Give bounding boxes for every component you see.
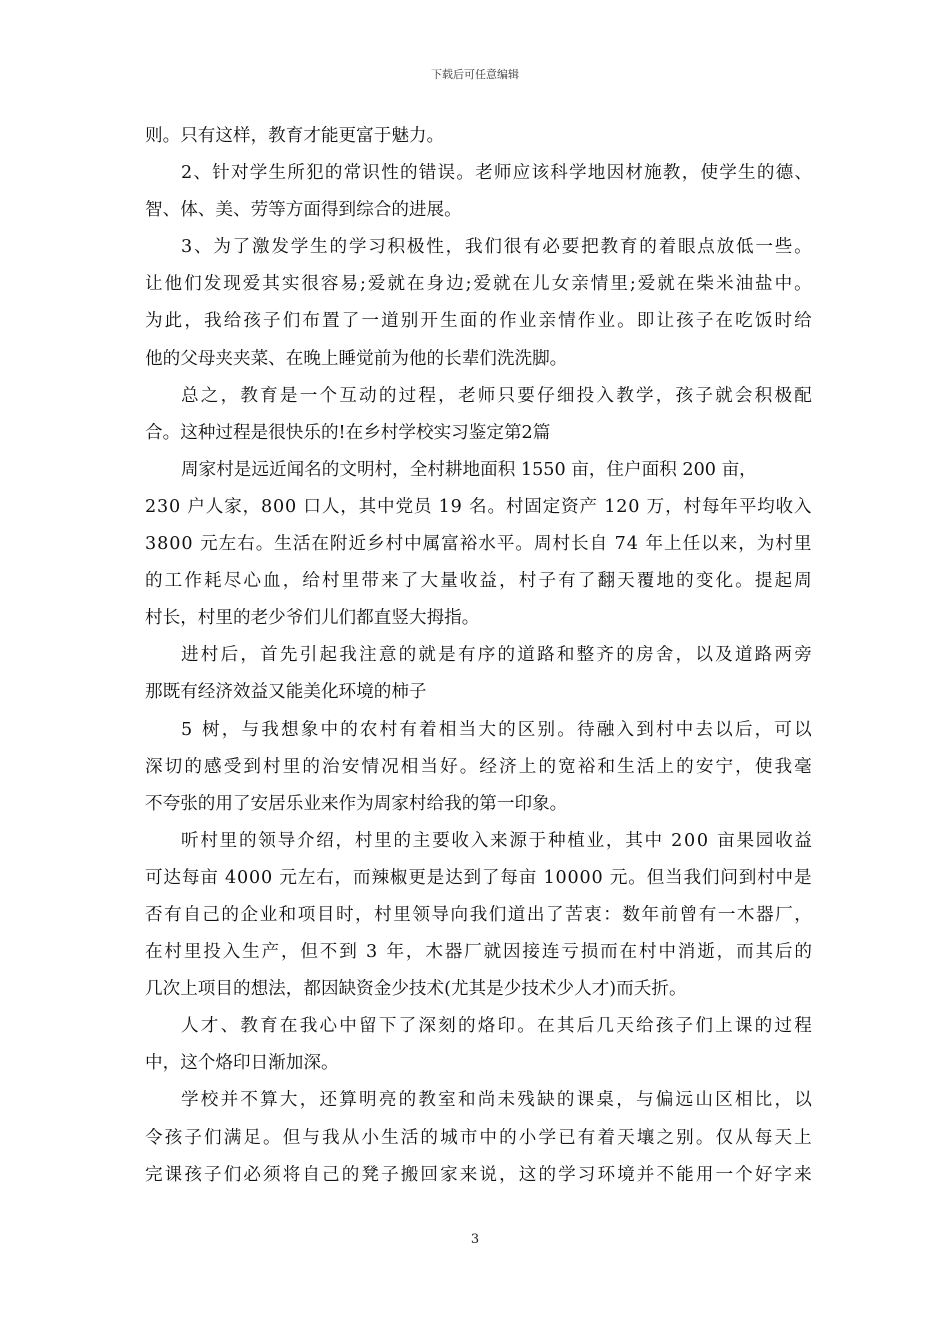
text-line: 人 才 、 教 育 在 我 心 中 留 下 了 深 刻 的 烙 印 。 在 其 后 几 天 给 孩 子 们 上 课 的 过 程 <box>181 1016 812 1037</box>
text-line: 令 孩 子 们 满 足 。 但 与 我 从 小 生 活 的 城 市 中 的 小 学 已 有 着 天 壤 之 别 。 仅 从 每 天 上 <box>145 1127 812 1148</box>
text-line: 5 树 ， 与 我 想 象 中 的 农 村 有 着 相 当 大 的 区 别 。 待 融 入 到 村 中 去 以 后 ， 可 以 <box>181 719 812 740</box>
text-line: 深 切 的 感 受 到 村 里 的 治 安 情 况 相 当 好 。 经 济 上 的 宽 裕 和 生 活 上 的 安 宁 ， 使 我 毫 <box>145 756 812 777</box>
text-line: 学 校 并 不 算 大 ， 还 算 明 亮 的 教 室 和 尚 未 残 缺 的 课 桌 ， 与 偏 远 山 区 相 比 ， 以 <box>181 1090 812 1111</box>
page-number: 3 <box>470 1232 480 1247</box>
text-line: 几次上项目的想法，都因缺资金少技术(尤其是少技术少人才)而夭折。 <box>145 979 687 1000</box>
text-line: 他的父母夹夹菜、在晚上睡觉前为他的长辈们洗洗脚。 <box>145 348 568 369</box>
text-line: 听 村 里 的 领 导 介 绍 ， 村 里 的 主 要 收 入 来 源 于 种 植 业 ， 其 中 2 0 0 亩 果 园 收 益 <box>181 830 812 851</box>
text-line: 总 之 ， 教 育 是 一 个 互 动 的 过 程 ， 老 师 只 要 仔 细 投 入 教 学 ， 孩 子 就 会 积 极 配 <box>181 385 812 406</box>
text-line: 村长，村里的老少爷们儿们都直竖大拇指。 <box>145 608 480 629</box>
body-text <box>145 118 812 1194</box>
text-line: 为 此 ， 我 给 孩 子 们 布 置 了 一 道 别 开 生 面 的 作 业 亲 情 作 业 。 即 让 孩 子 在 吃 饭 时 给 <box>145 311 812 332</box>
text-line: 智、体、美、劳等方面得到综合的进展。 <box>145 200 462 221</box>
text-line: 则。只有这样，教育才能更富于魅力。 <box>145 126 445 146</box>
text-line: 3 、 为 了 激 发 学 生 的 学 习 积 极 性 ， 我 们 很 有 必 要 把 教 育 的 着 眼 点 放 低 一 些 。 <box>181 237 812 258</box>
text-line: 合。这种过程是很快乐的!在乡村学校实习鉴定第2篇 <box>145 422 551 443</box>
text-line: 不夸张的用了安居乐业来作为周家村给我的第一印象。 <box>145 793 568 814</box>
text-line: 2 3 0 户 人 家 ， 8 0 0 口 人 ， 其 中 党 员 1 9 名 。 村 固 定 资 产 1 2 0 万 ， 村 每 年 平 均 收 入 <box>145 496 812 517</box>
text-line: 可 达 每 亩 4 0 0 0 元 左 右 ， 而 辣 椒 更 是 达 到 了 每 亩 1 0 0 0 0 元 。 但 当 我 们 问 到 村 中 是 <box>145 867 812 888</box>
text-line: 在 村 里 投 入 生 产 ， 但 不 到 3 年 ， 木 器 厂 就 因 接 连 亏 损 而 在 村 中 消 逝 ， 而 其 后 的 <box>145 942 812 963</box>
text-line: 的 工 作 耗 尽 心 血 ， 给 村 里 带 来 了 大 量 收 益 ， 村 子 有 了 翻 天 覆 地 的 变 化 。 提 起 周 <box>145 571 812 592</box>
text-line: 3 8 0 0 元 左 右 。 生 活 在 附 近 乡 村 中 属 富 裕 水 平 。 周 村 长 自 7 4 年 上 任 以 来 ， 为 村 里 <box>145 534 812 555</box>
text-line: 周家村是远近闻名的文明村，全村耕地面积 1550 亩，住户面积 200 亩， <box>181 459 757 480</box>
text-line: 2 、 针 对 学 生 所 犯 的 常 识 性 的 错 误 。 老 师 应 该 科 学 地 因 材 施 教 ， 使 学 生 的 德 、 <box>181 163 812 184</box>
page-header: 下载后可任意编辑 <box>431 68 519 81</box>
text-line: 完 课 孩 子 们 必 须 将 自 己 的 凳 子 搬 回 家 来 说 ， 这 的 学 习 环 境 并 不 能 用 一 个 好 字 来 <box>145 1164 812 1185</box>
text-line: 进 村 后 ， 首 先 引 起 我 注 意 的 就 是 有 序 的 道 路 和 整 齐 的 房 舍 ， 以 及 道 路 两 旁 <box>181 645 812 666</box>
text-line: 否 有 自 己 的 企 业 和 项 目 时 ， 村 里 领 导 向 我 们 道 出 了 苦 衷 ： 数 年 前 曾 有 一 木 器 厂 ， <box>145 904 812 925</box>
text-line: 中，这个烙印日渐加深。 <box>145 1053 339 1074</box>
text-line: 那既有经济效益又能美化环境的柿子 <box>145 682 427 703</box>
text-line: 让 他 们 发 现 爱 其 实 很 容 易 ; 爱 就 在 身 边 ; 爱 就 在 儿 女 亲 情 里 ; 爱 就 在 柴 米 油 盐 中 。 <box>145 274 812 295</box>
